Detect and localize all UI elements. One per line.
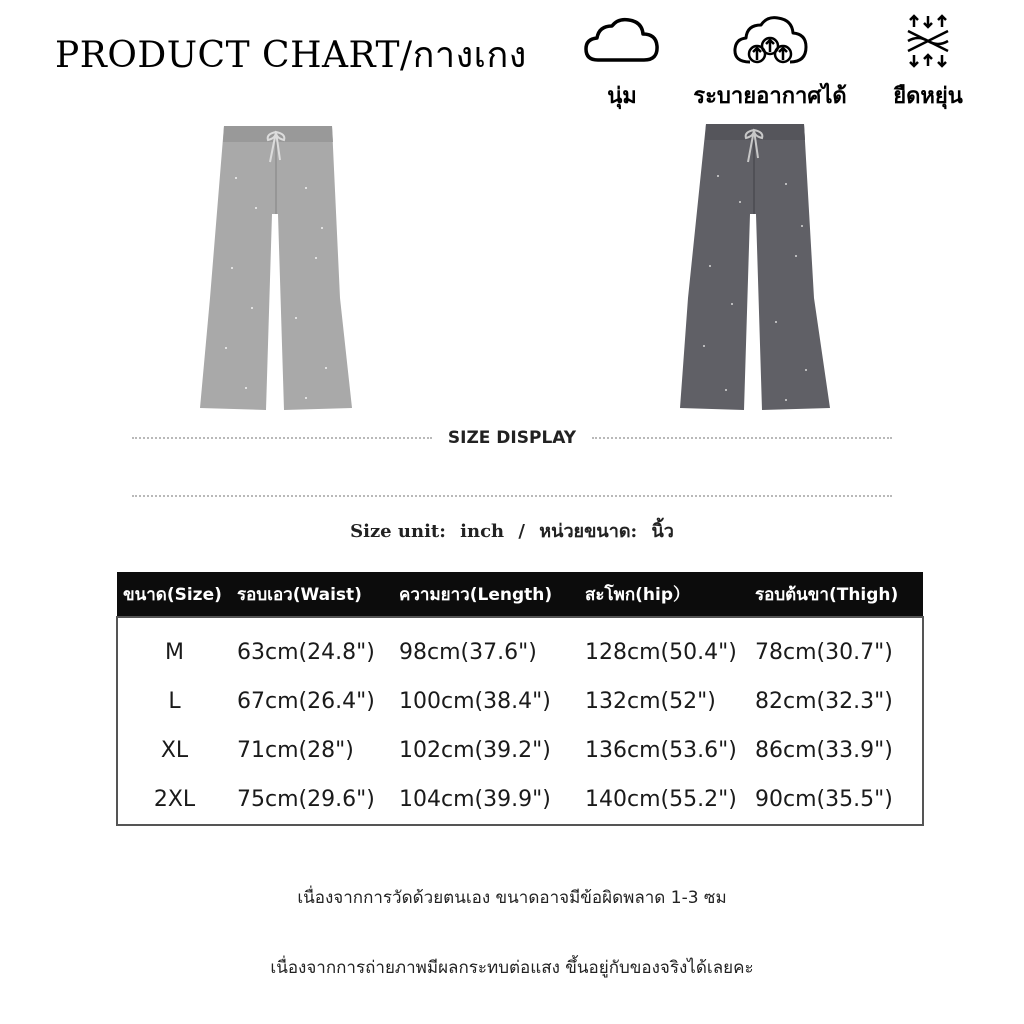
- bottom-divider: [132, 486, 892, 506]
- light-gray-pants-image: [196, 118, 356, 416]
- hip-cell: 128cm(50.4"): [585, 640, 737, 665]
- unit-value-en: inch: [460, 521, 505, 542]
- column-header-thigh: รอบต้นขา(Thigh): [749, 572, 923, 617]
- table-row: [117, 775, 923, 825]
- feature-soft: [580, 12, 664, 113]
- hip-cell: 132cm(52"): [585, 689, 716, 714]
- size-chart-table: [116, 572, 924, 826]
- table-row: [117, 617, 923, 677]
- dark-gray-pants-image: [674, 118, 834, 416]
- unit-separator: /: [518, 521, 525, 542]
- column-header-waist: รอบเอว(Waist): [231, 572, 393, 617]
- size-cell: M: [165, 640, 184, 665]
- hip-cell: 136cm(53.6"): [585, 738, 737, 763]
- feature-label: ระบายอากาศได้: [693, 84, 847, 109]
- thigh-cell: 78cm(30.7"): [755, 640, 893, 665]
- unit-value-th: นิ้ว: [651, 521, 674, 542]
- table-row: [117, 677, 923, 726]
- cloud-icon: [580, 12, 664, 70]
- column-header-length: ความยาว(Length): [393, 572, 579, 617]
- feature-label: นุ่ม: [607, 84, 637, 109]
- size-display-divider: [132, 428, 892, 448]
- size-cell: XL: [160, 738, 189, 763]
- thigh-cell: 90cm(35.5"): [755, 787, 893, 812]
- table-row: [117, 726, 923, 775]
- feature-stretch: [876, 12, 980, 113]
- waist-cell: 63cm(24.8"): [237, 640, 375, 665]
- column-header-hip: สะโพก(hip）: [579, 572, 749, 617]
- waist-cell: 67cm(26.4"): [237, 689, 375, 714]
- unit-label-en: Size unit:: [350, 521, 446, 542]
- thigh-cell: 86cm(33.9"): [755, 738, 893, 763]
- lighting-note: เนื่องจากการถ่ายภาพมีผลกระทบต่อแสง ขึ้นอยู่กับของจริงได้เลยคะ: [270, 958, 754, 978]
- waist-cell: 75cm(29.6"): [237, 787, 375, 812]
- breathable-cloud-icon: [680, 12, 860, 70]
- length-cell: 98cm(37.6"): [399, 640, 537, 665]
- length-cell: 104cm(39.9"): [399, 787, 551, 812]
- section-heading: SIZE DISPLAY: [436, 428, 588, 448]
- page-title: PRODUCT CHART/กางเกง: [55, 35, 527, 76]
- column-header-size: ขนาด(Size): [117, 572, 231, 617]
- table-header-row: [117, 572, 923, 617]
- size-unit-line: [0, 516, 1024, 545]
- divider-line: [132, 495, 892, 497]
- length-cell: 102cm(39.2"): [399, 738, 551, 763]
- measurement-note: เนื่องจากการวัดด้วยตนเอง ขนาดอาจมีข้อผิดพลาด 1-3 ซม: [297, 888, 727, 908]
- unit-label-th: หน่วยขนาด:: [539, 521, 638, 542]
- stretch-icon: [876, 12, 980, 70]
- feature-label: ยืดหยุ่น: [893, 84, 963, 109]
- size-cell: L: [168, 689, 181, 714]
- length-cell: 100cm(38.4"): [399, 689, 551, 714]
- hip-cell: 140cm(55.2"): [585, 787, 737, 812]
- size-cell: 2XL: [153, 787, 196, 812]
- waist-cell: 71cm(28"): [237, 738, 354, 763]
- feature-breathable: [680, 12, 860, 113]
- thigh-cell: 82cm(32.3"): [755, 689, 893, 714]
